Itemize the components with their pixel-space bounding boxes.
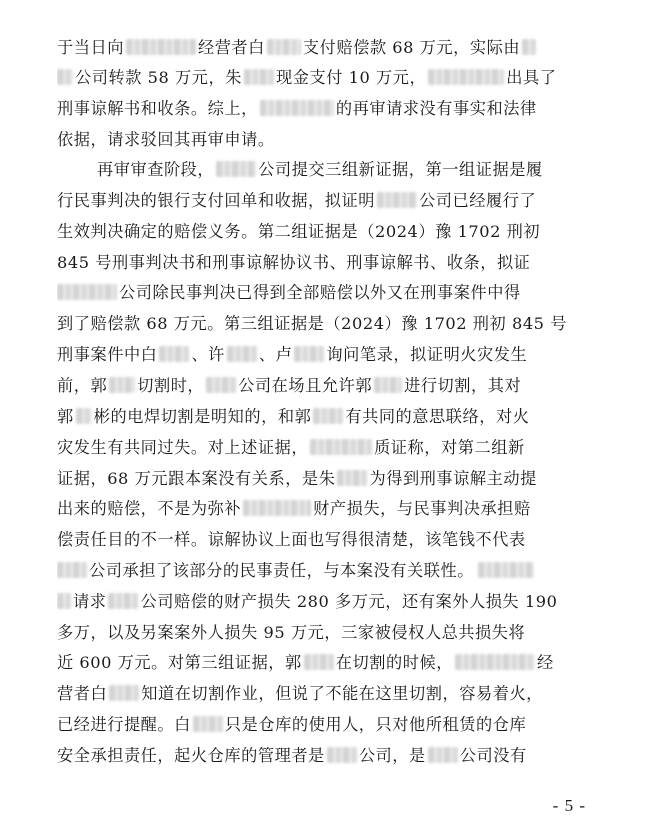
redaction-block	[126, 39, 196, 55]
redaction-block	[337, 470, 367, 486]
body-line-2	[57, 63, 597, 93]
redaction-block	[57, 593, 71, 609]
text-segment: 证据，68 万元跟本案没有关系，是朱	[57, 469, 336, 488]
redaction-block	[109, 685, 139, 701]
text-segment: 845 号刑事判决书和刑事谅解协议书、刑事谅解书、收条，拟证	[57, 253, 531, 272]
redaction-block	[304, 654, 334, 670]
text-segment: 公司转款 58 万元，朱	[75, 68, 242, 87]
text-segment: 刑事谅解书和收条。综上，	[57, 99, 258, 118]
redaction-block	[522, 39, 536, 55]
text-segment: 、卢	[258, 345, 293, 364]
redaction-block	[310, 439, 372, 455]
redaction-block	[313, 408, 343, 424]
text-segment: 安全承担责任，起火仓库的管理者是	[57, 746, 325, 765]
body-line-10	[57, 309, 597, 339]
body-line-22	[57, 679, 597, 709]
body-line-24	[57, 741, 597, 771]
body-line-16	[57, 494, 597, 524]
text-segment: 现金支付 10 万元，	[276, 68, 427, 87]
body-line-11	[57, 340, 597, 370]
text-segment: 依据，请求驳回其再审申请。	[57, 130, 275, 149]
text-segment: 彬的电焊切割是明知的，和郭	[93, 407, 312, 426]
text-segment: 请求	[73, 592, 107, 611]
redaction-block	[327, 747, 357, 763]
body-line-7	[57, 217, 597, 247]
body-line-18	[57, 556, 597, 586]
redaction-block	[243, 500, 311, 516]
redaction-block	[206, 377, 236, 393]
text-segment: 生效判决确定的赔偿义务。第二组证据是（2024）豫 1702 刑初	[57, 222, 541, 241]
text-segment: 营者白	[57, 684, 108, 703]
body-line-14	[57, 433, 597, 463]
text-segment: 出来的赔偿，不是为弥补	[57, 499, 242, 518]
text-segment: 行民事判决的银行支付回单和收据，拟证明	[57, 191, 376, 210]
text-segment: 已经进行提醒。白	[57, 715, 191, 734]
text-segment: 经	[536, 653, 554, 672]
text-segment: 知道在切割作业，但说了不能在这里切割，容易着火，	[141, 684, 543, 703]
body-line-17	[57, 525, 597, 555]
redaction-block	[227, 346, 257, 362]
text-segment: 于当日向	[57, 38, 124, 57]
text-segment: 到了赔偿款 68 万元。第三组证据是（2024）豫 1702 刑初 845 号	[57, 314, 567, 333]
redaction-block	[428, 69, 504, 85]
text-segment: 公司提交三组新证据，第一组证据是履	[258, 160, 543, 179]
text-segment: 前，郭	[57, 376, 108, 395]
text-segment: 经营者白	[197, 38, 265, 57]
redaction-block	[478, 562, 534, 578]
body-line-5	[97, 155, 597, 185]
text-segment: 在切割的时候，	[335, 653, 453, 672]
redaction-block	[267, 39, 301, 55]
redaction-block	[57, 562, 87, 578]
redaction-block	[294, 346, 324, 362]
redaction-block	[57, 284, 117, 300]
body-line-21	[57, 648, 597, 678]
redaction-block	[216, 161, 256, 177]
body-line-15	[57, 464, 597, 494]
body-line-12	[57, 371, 597, 401]
text-segment: 只是仓库的使用人，只对他所租赁的仓库	[224, 715, 527, 734]
text-segment: 质证称，对第二组新	[374, 438, 525, 457]
body-line-23	[57, 710, 597, 740]
redaction-block	[455, 654, 535, 670]
text-segment: 、许	[191, 345, 225, 364]
text-segment: 公司，是	[358, 746, 426, 765]
redaction-block	[109, 377, 135, 393]
text-segment: 的再审请求没有事实和法律	[335, 99, 537, 118]
redaction-block	[377, 192, 417, 208]
text-segment: 近 600 万元。对第三组证据，郭	[57, 653, 302, 672]
redaction-block	[374, 377, 402, 393]
redaction-block	[76, 408, 92, 424]
text-segment: 财产损失，与民事判决承担赔	[313, 499, 531, 518]
body-line-6	[57, 186, 597, 216]
text-segment: 切割时，	[137, 376, 205, 395]
text-segment: 公司除民事判决已得到全部赔偿以外又在刑事案件中得	[119, 283, 521, 302]
text-segment: 公司在场且允许郭	[238, 376, 373, 395]
text-segment: 多万，以及另案案外人损失 95 万元，三家被侵权人总共损失将	[57, 623, 526, 642]
page-number: - 5 -	[552, 796, 586, 815]
text-segment: 出具了	[506, 68, 557, 87]
text-segment: 公司已经履行了	[419, 191, 537, 210]
text-segment: 进行切割，其对	[404, 376, 522, 395]
text-segment: 再审审查阶段，	[97, 160, 215, 179]
text-segment: 询问笔录，拟证明火灾发生	[326, 345, 528, 364]
text-segment: 公司承担了该部分的民事责任，与本案没有关联性。	[89, 561, 474, 580]
body-line-3	[57, 94, 597, 124]
text-segment: 郭	[57, 407, 74, 426]
redaction-block	[428, 747, 458, 763]
redaction-block	[108, 593, 138, 609]
redaction-block	[193, 716, 223, 732]
body-line-9	[57, 278, 597, 308]
text-segment: 刑事案件中白	[57, 345, 158, 364]
body-line-8	[57, 248, 597, 278]
text-segment: 有共同的意思联络，对火	[345, 407, 530, 426]
body-line-4	[57, 125, 597, 155]
redaction-block	[57, 69, 73, 85]
text-segment: 支付赔偿款 68 万元，实际由	[302, 38, 521, 57]
text-segment: 公司没有	[459, 746, 527, 765]
redaction-block	[159, 346, 189, 362]
text-segment: 偿责任目的不一样。谅解协议上面也写得很清楚，该笔钱不代表	[57, 530, 526, 549]
body-line-13	[57, 402, 597, 432]
text-segment: 灾发生有共同过失。对上述证据，	[57, 438, 309, 457]
redaction-block	[244, 69, 274, 85]
text-segment: 为得到刑事谅解主动提	[369, 469, 537, 488]
redaction-block	[260, 100, 334, 116]
body-line-19	[57, 587, 597, 617]
body-line-20	[57, 618, 597, 648]
text-segment: 公司赔偿的财产损失 280 多万元，还有案外人损失 190	[140, 592, 558, 611]
body-line-1	[57, 33, 597, 63]
